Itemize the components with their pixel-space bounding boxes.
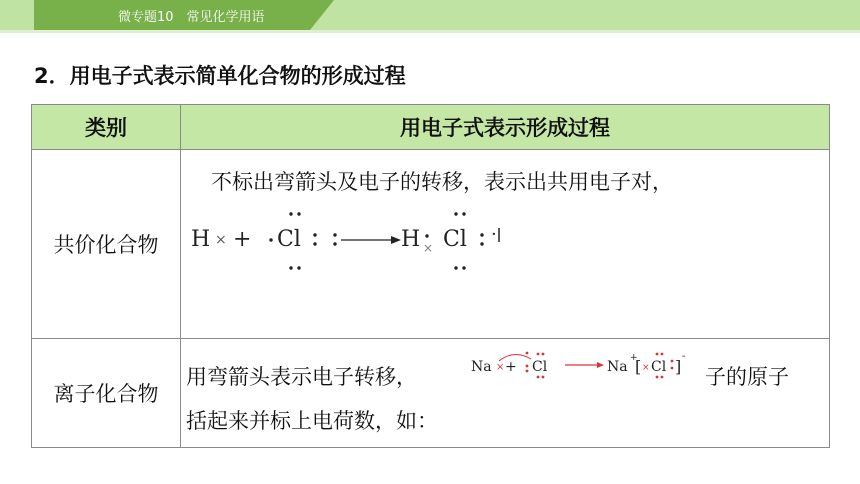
table-header-row [32, 105, 830, 150]
eq-cl-dot [297, 212, 300, 215]
ionic-text-line2: 括起来并标上电荷数，如： [186, 409, 438, 433]
eq-cl-dot [462, 212, 465, 215]
section-title: 2．用电子式表示简单化合物的形成过程 [34, 64, 406, 88]
category-covalent: 共价化合物 [32, 150, 181, 339]
ion-cl-dot [671, 360, 674, 363]
eq-tail: · [491, 224, 497, 245]
eq-shared-electron: × [423, 241, 434, 255]
ion-cl-dot [526, 352, 529, 355]
ion-plus: + [505, 359, 517, 375]
ion-cl-dot [526, 365, 529, 368]
ion-cl-dot [661, 353, 664, 356]
eq-cl-dot [289, 266, 292, 269]
eq-product-h: H [401, 227, 421, 252]
header-process: 用电子式表示形成过程 [181, 105, 830, 150]
process-ionic [181, 339, 830, 448]
eq-cl-dot [269, 238, 272, 241]
eq-h-electron: × [215, 232, 227, 248]
ion-cl-dot [671, 367, 674, 370]
ion-na: Na [471, 359, 492, 375]
ion-na-electron: × [496, 362, 505, 373]
table-row [32, 339, 830, 448]
eq-cl-dot [480, 242, 483, 245]
banner-divider [0, 30, 860, 33]
eq-arrowhead [391, 236, 401, 244]
header-category: 类别 [32, 105, 181, 150]
eq-cl-dot [313, 233, 316, 236]
ionic-equation [469, 347, 705, 381]
ion-arrowhead [597, 362, 604, 368]
eq-cl-dot [454, 212, 457, 215]
ion-cl-dot [542, 376, 545, 379]
eq-shared-dot [425, 234, 428, 237]
eq-cl-dot [480, 233, 483, 236]
ion-bracket-right: ] [675, 357, 682, 376]
formation-table [31, 104, 830, 448]
ion-cl-dot [656, 376, 659, 379]
eq-cl-dot [333, 242, 336, 245]
ion-cl-dot [537, 353, 540, 356]
ion-product-cl: Cl [651, 359, 667, 375]
category-ionic: 离子化合物 [32, 339, 181, 448]
ion-cl-dot [542, 353, 545, 356]
eq-cl-dot [333, 233, 336, 236]
eq-cl-dot [297, 266, 300, 269]
covalent-equation [191, 202, 571, 282]
ion-cl-dot [526, 370, 529, 373]
ion-product-na: Na [607, 359, 628, 375]
top-banner [0, 0, 860, 34]
ionic-text-b: 子的原子 [705, 365, 789, 389]
eq-h: H [191, 227, 211, 252]
ion-cl-dot [661, 376, 664, 379]
eq-plus: + [233, 227, 252, 252]
ion-cl: Cl [532, 359, 548, 375]
ion-na-charge: + [630, 353, 638, 363]
ion-bracket-left: [ [635, 357, 642, 376]
ion-cl-dot [656, 353, 659, 356]
table-row [32, 150, 830, 339]
eq-cl-dot [454, 266, 457, 269]
ion-cl-charge: - [682, 351, 686, 362]
process-covalent [181, 150, 830, 339]
eq-cl-dot [289, 212, 292, 215]
ion-cl-dot [537, 376, 540, 379]
eq-product-cl: Cl [443, 227, 467, 252]
ionic-text-a: 用弯箭头表示电子转移， [186, 365, 417, 389]
ion-transferred-electron: × [642, 363, 650, 373]
eq-cl: Cl [277, 227, 301, 252]
covalent-description: 不标出弯箭头及电子的转移，表示出共用电子对， [211, 170, 673, 194]
ionic-description [186, 355, 438, 443]
eq-cl-dot [462, 266, 465, 269]
eq-cl-dot [313, 242, 316, 245]
banner-title: 微专题10 常见化学用语 [118, 10, 265, 25]
